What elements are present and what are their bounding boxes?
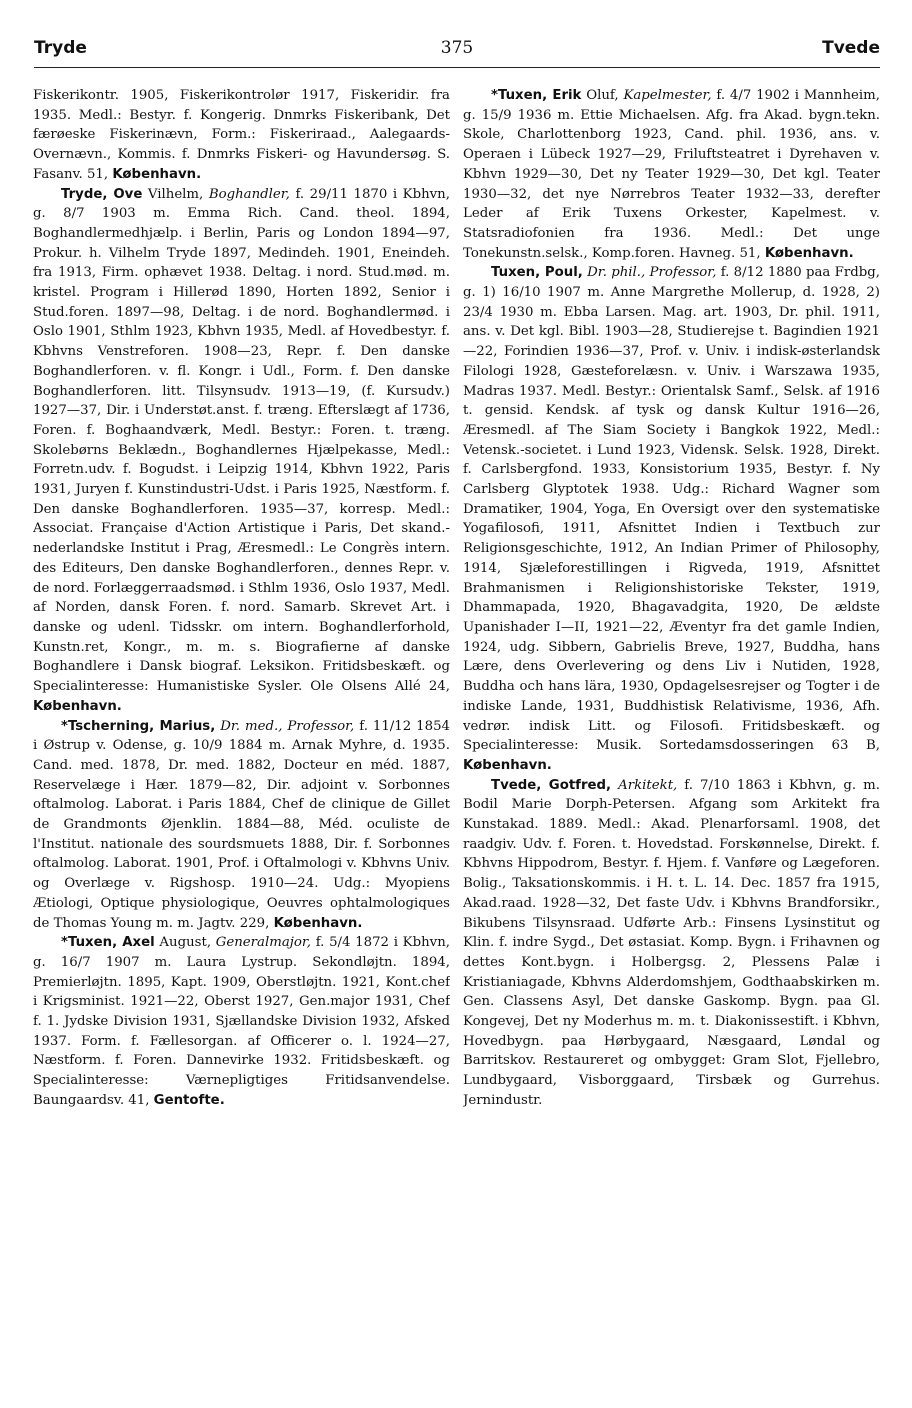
entry-name: Tryde, Ove	[61, 186, 143, 202]
right-column	[463, 86, 880, 1386]
entry-title: Kapelmester,	[623, 88, 712, 103]
entry	[33, 86, 450, 185]
entry-given-name: August,	[159, 935, 212, 951]
entry-text: f. 29/11 1870 i Kbhvn, g. 8/7 1903 m. Emma Rich. Cand. theol. 1894, Boghandlermedhjælp. i Berlin, Paris og London 1894—97, Prokur. h. Vilhelm Tryde 1897, Medindeh. 1901, Eneindeh. fra 1913, Firm. ophævet 1938. Deltag. i nord. Stud.mød. m. kristel. Program i Hillerød 1890, Horten 1892, Senior i Stud.foren. 1897—98, Deltag. i de nord. Boghandlermød. i Oslo 1901, Sthlm 1923, Kbhvn 1935, Medl. af Hovedbestyr. f. Kbhvns Venstreforen. 1908—23, Repr. f. Den danske Boghandlerforen. v. fl. Kongr. i Udl., Form. f. Den danske Boghandlerforen. litt. Tilsynsudv. 1913—19, (f. Kursudv.) 1927—37, Dir. i Understøt.anst. f. træng. Efterslægt af 1736, Foren. f. Boghaandværk, Medl. Bestyr.: Foren. t. træng. Skolebørns Beklædn., Boghandlernes Hjælpekasse, Medl.: Forretn.udv. f. Bogudst. i Leipzig 1914, Kbhvn 1922, Paris 1931, Juryen f. Kunstindustri-Udst. i Paris 1925, Næstform. f. Den danske Boghandlerforen. 1935—37, korresp. Medl.: Associat. Française d'Action Artistique i Paris, Det skand.-nederlandske Institut i Prag, Æresmedl.: Le Congrès intern. des Editeurs, Den danske Boghandlerforen., dennes Repr. v. de nord. Forlæggerraadsmød. i Sthlm 1936, Oslo 1937, Medl. af Norden, dansk Foren. f. nord. Samarb. Skrevet Art. i danske og udenl. Tidsskr. om intern. Boghandlerforhold, Kunstn.ret, Kongr., m. m. s. Biografierne af danske Boghandlere i Dansk biograf. Leksikon. Fritidsbeskæft. og Specialinteresse: Humanistiske Sysler. Ole Olsens Allé 24,	[33, 186, 450, 695]
entry	[463, 776, 880, 1111]
entry	[463, 86, 880, 263]
entry-name: *Tscherning, Marius,	[61, 718, 216, 734]
entry-text: f. 11/12 1854 i Østrup v. Odense, g. 10/9 1884 m. Arnak Myhre, d. 1935. Cand. med. 1878, Dr. med. 1882, Docteur en méd. 1887, Reservelæge i Hær. 1879—82, Dir. adjoint v. Sorbonnes oftalmolog. Laborat. i Paris 1884, Chef de clinique de Gillet de Grandmonts Øjenklin. 1884—88, Méd. oculiste de l'Institut. nationale des sourdsmuets 1888, Dir. f. Sorbonnes oftalmolog. Laborat. 1901, Prof. i Oftalmologi v. Kbhvns Univ. og Overlæge v. Rigshosp. 1910—24. Udg.: Myopiens Ætiologi, Optique physiologique, Oeuvres ophtalmologiques de Thomas Young m. m. Jagtv. 229,	[33, 718, 450, 931]
entry	[33, 717, 450, 934]
entry-name: Tuxen, Poul,	[491, 265, 583, 281]
entry-title: Boghandler,	[208, 186, 290, 202]
entry	[33, 185, 450, 717]
running-head-right: Tvede	[822, 38, 880, 58]
entry-address: København.	[33, 698, 122, 714]
entry-text: f. 4/7 1902 i Mannheim, g. 15/9 1936 m. Ettie Michaelsen. Afg. fra Akad. bygn.tekn. Skole, Charlottenborg 1923, Cand. phil. 1936, ans. v. Operaen i Lübeck 1927—29, Friluftsteatret i Dyrehaven v. Kbhvn 1929—30, Det ny Teater 1929—30, Det kgl. Teater 1930—32, det nye Nørrebros Teater 1932—33, derefter Leder af Erik Tuxens Orkester, Kapelmest. v. Statsradiofonien fra 1936. Medl.: Det unge Tonekunstn.selsk., Komp.foren. Havneg. 51,	[463, 88, 880, 261]
entry	[33, 933, 450, 1110]
entry-name: *Tuxen, Axel	[61, 935, 155, 951]
entry-title: Dr. med., Professor,	[220, 718, 355, 734]
entry-given-name: Oluf,	[586, 88, 619, 103]
header-rule	[34, 67, 880, 68]
entry-given-name: Vilhelm,	[147, 186, 204, 202]
entry-text: Fiskerikontr. 1905, Fiskerikontrolør 1917, Fiskeridir. fra 1935. Medl.: Bestyr. f. Kongerig. Dnmrks Fiskeribank, Det færøeske Fiskerinævn, Form.: Fiskeriraad., Aalegaards-Overnævn., Kommis. f. Dnmrks Fiskeri- og Havundersøg. S. Fasanv. 51,	[33, 88, 450, 182]
entry-text: f. 8/12 1880 paa Frdbg, g. 1) 16/10 1907 m. Anne Margrethe Mollerup, d. 1928, 2) 23/4 1930 m. Ebba Larsen. Mag. art. 1903, Dr. phil. 1911, ans. v. Det kgl. Bibl. 1903—28, Studierejse t. Bagindien 1921—22, Forindien 1936—37, Prof. v. Univ. i indisk-østerlandsk Filologi 1928, Gæsteforelæsn. v. Univ. i Warszawa 1935, Madras 1937. Medl. Bestyr.: Orientalsk Samf., Selsk. af 1916 t. gensid. Kendsk. af tysk og dansk Kultur 1916—26, Æresmedl. af The Siam Society i Bangkok 1922, Medl.: Vetensk.-societet. i Lund 1923, Vidensk. Selsk. 1928, Direkt. f. Carlsbergfond. 1933, Konsistorium 1935, Bestyr. f. Ny Carlsberg Glyptotek 1938. Udg.: Richard Wagner som Dramatiker, 1904, Yoga, En Oversigt over den systematiske Yogafilosofi, 1911, Afsnittet Indien i Textbuch zur Religionsgeschichte, 1912, An Indian Primer of Philosophy, 1914, Sjæleforestillingen i Rigveda, 1919, Afsnittet Brahmanismen i Religionshistoriske Tekster, 1919, Dhammapada, 1920, Bhagavadgita, 1920, De ældste Upanishader I—II, 1921—22, Æventyr fra det gamle Indien, 1924, udg. Sibbern, Gabrielis Breve, 1927, Buddha, hans Lære, dens Overlevering og dens Liv i Nutiden, 1928, Buddha och hans lära, 1930, Opdagelsesrejser og Togter i de indiske Lande, 1931, Buddhistisk Relativisme, 1936, Afh. vedrør. indisk Litt. og Filosofi. Fritidsbeskæft. og Specialinteresse: Musik. Sortedamsdosseringen 63 B,	[463, 265, 880, 754]
entry-address: København.	[463, 757, 552, 773]
running-head-left: Tryde	[34, 38, 87, 58]
entry-title: Generalmajor,	[215, 935, 311, 951]
entry-address: Gentofte.	[153, 1092, 225, 1108]
entry-address: København.	[273, 915, 363, 931]
entry	[463, 263, 880, 775]
entry-text: f. 7/10 1863 i Kbhvn, g. m. Bodil Marie Dorph-Petersen. Afgang som Arkitekt fra Kunstakad. 1889. Medl.: Akad. Plenarforsaml. 1908, det raadgiv. Udv. f. Foren. t. Hovedstad. Forskønnelse, Direkt. f. Kbhvns Hippodrom, Bestyr. f. Hjem. f. Vanføre og Lægeforen. Bolig., Taksationskommis. i H. t. L. 14. Dec. 1857 fra 1915, Akad.raad. 1928—32, Det faste Udv. i Kbhvns Brandforsikr., Bikubens Tilsynsraad. Udførte Arb.: Finsens Lysinstitut og Klin. f. indre Sygd., Det østasiat. Komp. Bygn. i Frihavnen og dettes Kont.bygn. i Holbergsg. 2, Plessens Palæ i Kristianiagade, Kbhvns Alderdomshjem, Godthaabskirken m. Gen. Classens Asyl, Det danske Gaskomp. Bygn. paa Gl. Kongevej, Det ny Moderhus m. m. t. Diakonissestift. i Kbhvn, Hovedbygn. paa Hørbygaard, Næsgaard, Løndal og Barritskov. Restaureret og ombygget: Gram Slot, Fjellebro, Lundbygaard, Visborggaard, Tirsbæk og Gurrehus. Jernindustr.	[463, 777, 880, 1108]
entry-title: Dr. phil., Professor,	[587, 265, 717, 281]
page-header	[34, 38, 880, 66]
entry-text: f. 5/4 1872 i Kbhvn, g. 16/7 1907 m. Laura Lystrup. Sekondløjtn. 1894, Premierløjtn. 1895, Kapt. 1909, Oberstløjtn. 1921, Kont.chef i Krigsminist. 1921—22, Oberst 1927, Gen.major 1931, Chef f. 1. Jydske Division 1931, Sjællandske Division 1932, Afsked 1937. Form. f. Fællesorgan. af Officerer o. l. 1924—27, Næstform. f. Foren. Dannevirke 1932. Fritidsbeskæft. og Specialinteresse: Værnepligtiges Fritidsanvendelse. Baungaardsv. 41,	[33, 935, 450, 1108]
entry-name: Tvede, Gotfred,	[491, 777, 612, 793]
page-number: 375	[440, 38, 474, 58]
entry-name: *Tuxen, Erik	[491, 88, 582, 103]
entry-title: Arkitekt,	[618, 777, 678, 793]
entry-address: København.	[112, 166, 202, 182]
left-column	[33, 86, 450, 1386]
entry-address: København.	[764, 245, 854, 261]
